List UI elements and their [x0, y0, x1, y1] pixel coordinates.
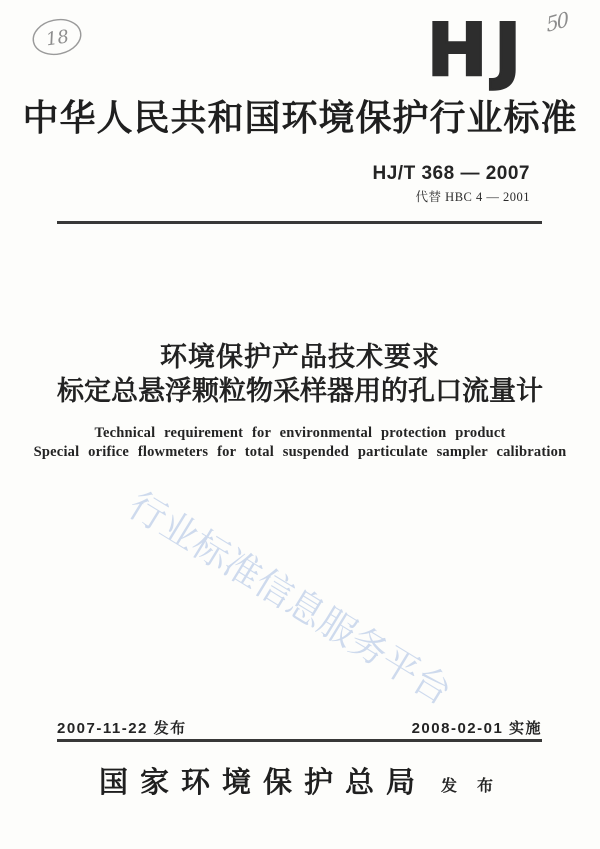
hj-logo: HJ [426, 8, 528, 92]
footer-rule [57, 739, 542, 742]
handwritten-circle-mark [20, 10, 92, 66]
date-row [57, 717, 542, 738]
publisher-row [0, 760, 600, 801]
standard-number: HJ/T 368 — 2007 [372, 163, 530, 184]
header-rule [57, 221, 542, 224]
title-en-line2: Special orifice flowmeters for total suspended particulate sampler calibration [33, 444, 567, 460]
effective-date: 2008-02-01 实施 [411, 720, 542, 737]
handwritten-scribble: 50 [545, 6, 569, 38]
handwritten-number: 18 [44, 26, 71, 51]
watermark: 行业标准信息服务平台 [121, 484, 459, 713]
title-en-line1: Technical requirement for environmental protection product [94, 425, 506, 441]
issue-date: 2007-11-22 发布 [57, 720, 187, 737]
standard-number-block [373, 163, 530, 205]
title-cn-line2: 标定总悬浮颗粒物采样器用的孔口流量计 [57, 376, 543, 406]
replaces-note: 代替 HBC 4 — 2001 [415, 190, 530, 204]
publish-label: 发 布 [441, 778, 502, 795]
publisher-name: 国家环境保护总局 [98, 767, 427, 799]
title-cn-line1: 环境保护产品技术要求 [160, 342, 440, 372]
standard-series-title: 中华人民共和国环境保护行业标准 [22, 98, 578, 138]
